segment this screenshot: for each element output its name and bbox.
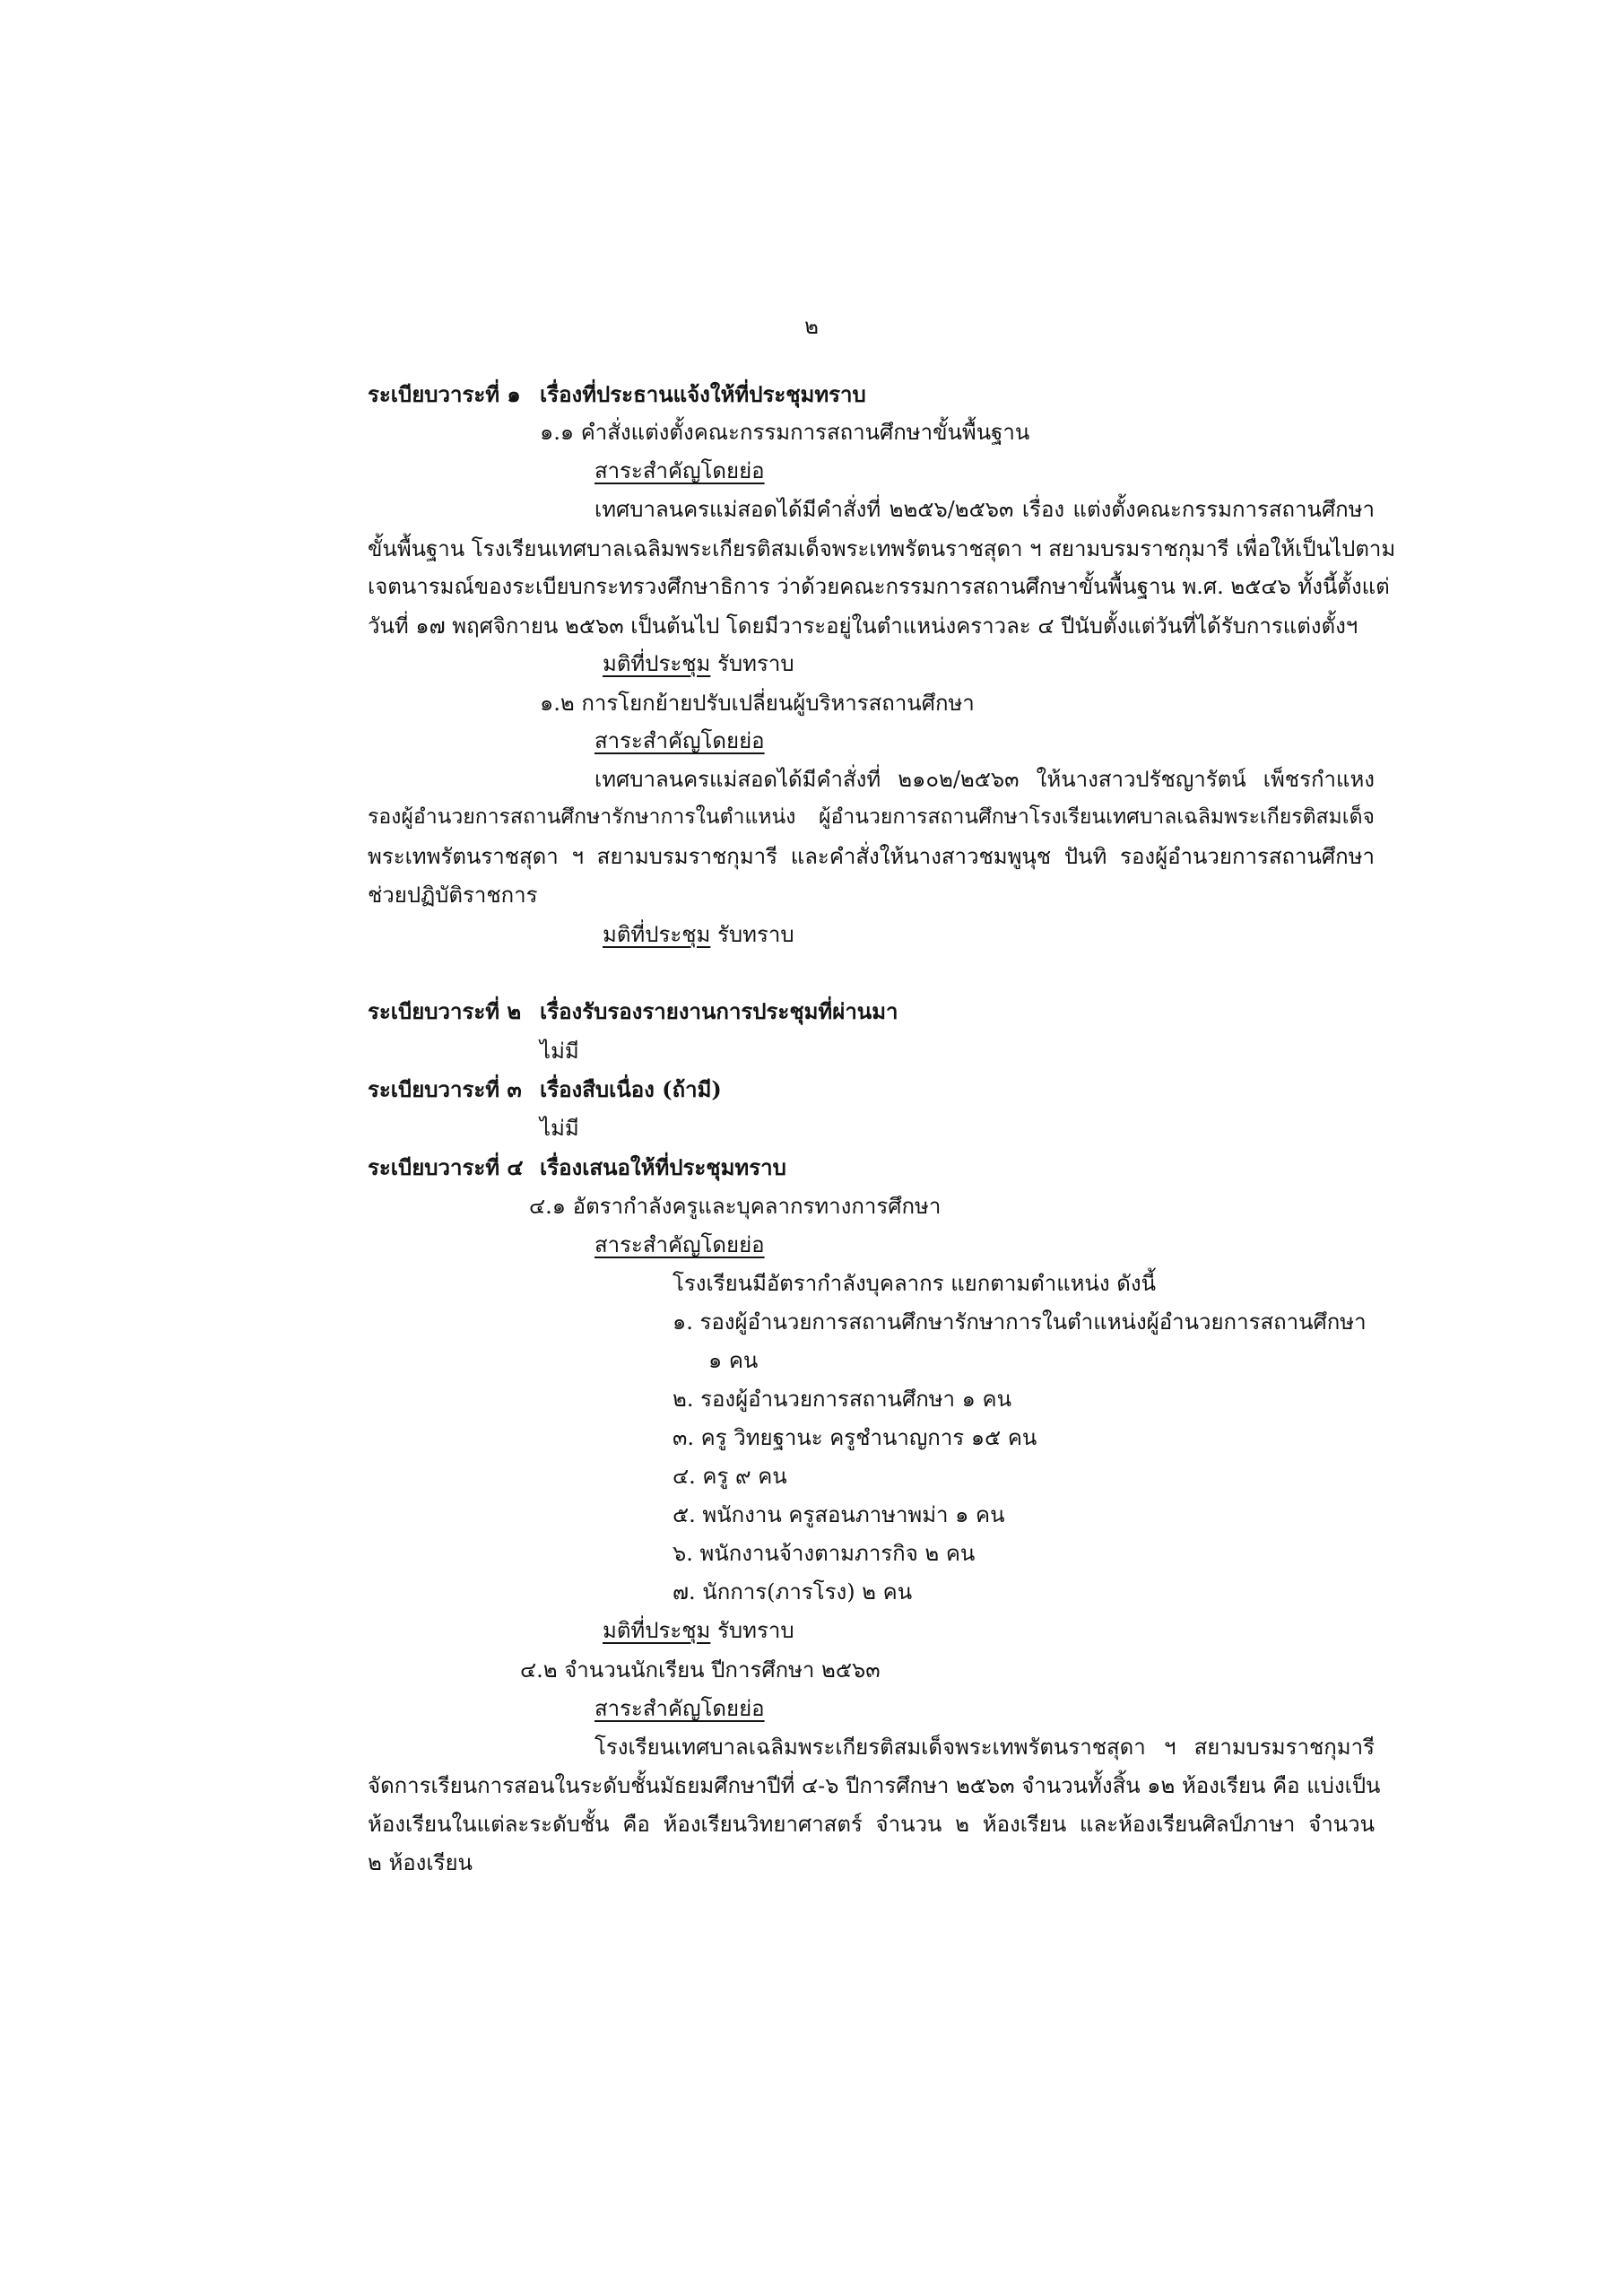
- item-1-2-title: ๑.๒ การโยกย้ายปรับเปลี่ยนผู้บริหารสถานศึกษา: [540, 691, 975, 716]
- item-4-2-line-2: จัดการเรียนการสอนในระดับชั้นมัธยมศึกษาปีที่ ๔-๖ ปีการศึกษา ๒๕๖๓ จำนวนทั้งสิ้น ๑๒ ห้องเรียน คือ แบ่งเป็น: [368, 1773, 1381, 1798]
- item-4-1-title: ๔.๑ อัตรากำลังครูและบุคลากรทางการศึกษา: [529, 1194, 942, 1219]
- item-1-2-line-2: รองผู้อำนวยการสถานศึกษารักษาการในตำแหน่ง ผู้อำนวยการสถานศึกษาโรงเรียนเทศบาลเฉลิมพระเกียรติสมเด็จ: [368, 805, 1375, 829]
- item-1-2-line-4: ช่วยปฏิบัติราชการ: [368, 883, 538, 908]
- item-1-2-line-1: เทศบาลนครแม่สอดได้มีคำสั่งที่ ๒๑๐๒/๒๕๖๓ ให้นางสาวปรัชญารัตน์ เพ็ชรกำแหง: [595, 767, 1375, 792]
- agenda-1-title: เรื่องที่ประธานแจ้งให้ที่ประชุมทราบ: [540, 381, 866, 407]
- staff-line-2: ๒. รองผู้อำนวยการสถานศึกษา ๑ คน: [673, 1387, 1011, 1412]
- item-4-2-title: ๔.๒ จำนวนนักเรียน ปีการศึกษา ๒๕๖๓: [520, 1657, 881, 1683]
- staff-line-3: ๓. ครู วิทยฐานะ ครูชำนาญการ ๑๕ คน: [673, 1425, 1037, 1450]
- item-4-1-intro: โรงเรียนมีอัตรากำลังบุคลากร แยกตามตำแหน่ง ดังนี้: [673, 1271, 1156, 1296]
- item-4-2-line-1: โรงเรียนเทศบาลเฉลิมพระเกียรติสมเด็จพระเทพรัตนราชสุดา ฯ สยามบรมราชกุมารี: [595, 1735, 1375, 1760]
- item-1-2-resolution-label: มติที่ประชุม: [603, 922, 711, 947]
- agenda-2-label: ระเบียบวาระที่ ๒: [368, 998, 522, 1024]
- staff-line-7: ๗. นักการ(ภารโรง) ๒ คน: [673, 1579, 913, 1605]
- item-1-1-line-2: ขั้นพื้นฐาน โรงเรียนเทศบาลเฉลิมพระเกียรติสมเด็จพระเทพรัตนราชสุดา ฯ สยามบรมราชกุมารี เพื่อให้เป็นไปตาม: [368, 536, 1396, 561]
- agenda-4-label: ระเบียบวาระที่ ๔: [368, 1154, 524, 1180]
- page-number: ๒: [804, 314, 819, 339]
- staff-line-5: ๕. พนักงาน ครูสอนภาษาพม่า ๑ คน: [673, 1502, 1005, 1527]
- item-1-1-resolution-label: มติที่ประชุม: [603, 651, 711, 676]
- item-4-2-summary-label: สาระสำคัญโดยย่อ: [595, 1696, 765, 1721]
- item-1-1-line-1: เทศบาลนครแม่สอดได้มีคำสั่งที่ ๒๒๕๖/๒๕๖๓ เรื่อง แต่งตั้งคณะกรรมการสถานศึกษา: [595, 497, 1375, 522]
- item-4-1-resolution-label: มติที่ประชุม: [603, 1618, 711, 1643]
- item-1-1-line-4: วันที่ ๑๗ พฤศจิกายน ๒๕๖๓ เป็นต้นไป โดยมีวาระอยู่ในตำแหน่งคราวละ ๔ ปีนับตั้งแต่วันที่ได้รับการแต่งตั้งฯ: [368, 613, 1358, 639]
- item-1-1-title: ๑.๑ คำสั่งแต่งตั้งคณะกรรมการสถานศึกษาขั้นพื้นฐาน: [540, 420, 1030, 445]
- agenda-3-title: เรื่องสืบเนื่อง (ถ้ามี): [540, 1076, 722, 1102]
- agenda-3-note: ไม่มี: [540, 1116, 579, 1141]
- staff-line-4: ๔. ครู ๙ คน: [673, 1464, 787, 1489]
- item-4-2-line-3: ห้องเรียนในแต่ละระดับชั้น คือ ห้องเรียนวิทยาศาสตร์ จำนวน ๒ ห้องเรียน และห้องเรียนศิลป์ภาษา จำนวน: [368, 1812, 1375, 1837]
- staff-line-6: ๖. พนักงานจ้างตามภารกิจ ๒ คน: [673, 1541, 976, 1566]
- agenda-2-note: ไม่มี: [540, 1039, 579, 1064]
- item-1-1-line-3: เจตนารมณ์ของระเบียบกระทรวงศึกษาธิการ ว่าด้วยคณะกรรมการสถานศึกษาขั้นพื้นฐาน พ.ศ. ๒๕๔๖ ทั้งนี้ตั้งแต่: [368, 574, 1390, 599]
- item-1-1-summary-label: สาระสำคัญโดยย่อ: [595, 458, 765, 483]
- staff-line-1: ๑. รองผู้อำนวยการสถานศึกษารักษาการในตำแหน่งผู้อำนวยการสถานศึกษา: [673, 1309, 1367, 1335]
- item-1-1-resolution-value: รับทราบ: [717, 651, 794, 676]
- item-4-1-summary-label: สาระสำคัญโดยย่อ: [595, 1232, 765, 1257]
- agenda-4-title: เรื่องเสนอให้ที่ประชุมทราบ: [540, 1154, 786, 1180]
- agenda-3-label: ระเบียบวาระที่ ๓: [368, 1076, 522, 1102]
- item-4-1-resolution-value: รับทราบ: [717, 1618, 794, 1643]
- item-1-2-line-3: พระเทพรัตนราชสุดา ฯ สยามบรมราชกุมารี และคำสั่งให้นางสาวชมพูนุช ปันทิ รองผู้อำนวยการสถานศึกษา: [368, 844, 1375, 869]
- item-1-2-summary-label: สาระสำคัญโดยย่อ: [595, 728, 765, 753]
- item-4-2-line-4: ๒ ห้องเรียน: [368, 1850, 473, 1875]
- item-1-2-resolution-value: รับทราบ: [717, 922, 794, 947]
- agenda-2-title: เรื่องรับรองรายงานการประชุมที่ผ่านมา: [540, 998, 898, 1024]
- agenda-1-label: ระเบียบวาระที่ ๑: [368, 381, 521, 407]
- staff-line-1-count: ๑ คน: [708, 1348, 759, 1373]
